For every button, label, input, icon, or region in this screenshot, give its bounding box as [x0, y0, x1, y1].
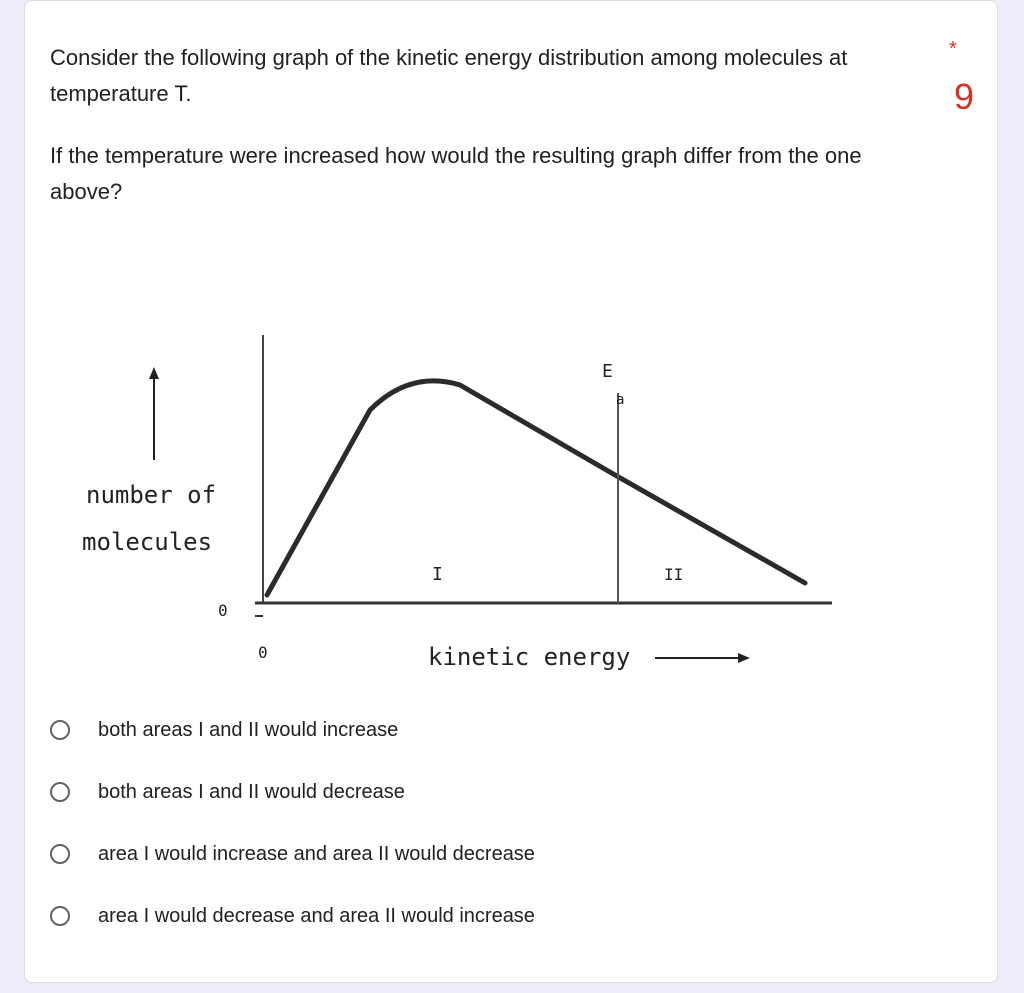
radio-button-icon[interactable]: [50, 844, 70, 864]
area-two-label: II: [664, 565, 684, 584]
radio-button-icon[interactable]: [50, 720, 70, 740]
option-label: area I would decrease and area II would increase: [98, 904, 535, 927]
area-one-label: I: [432, 564, 443, 585]
y-label-line2: molecules: [82, 528, 213, 556]
points-value: 9: [954, 76, 975, 117]
option-2[interactable]: [48, 774, 405, 810]
y-origin-label: 0: [218, 601, 228, 620]
option-1[interactable]: [48, 712, 398, 748]
required-marker: *: [949, 38, 957, 60]
question-subtitle: If the temperature were increased how would the resulting graph differ from the one above?: [50, 143, 862, 204]
option-3[interactable]: [48, 836, 535, 872]
energy-distribution-graph: [70, 325, 850, 695]
ea-letter: E: [602, 361, 613, 382]
x-label: kinetic energy: [428, 643, 631, 671]
y-label-line1: number of: [86, 481, 217, 509]
radio-button-icon[interactable]: [50, 906, 70, 926]
option-4[interactable]: [48, 898, 535, 934]
ea-subscript: a: [616, 392, 625, 408]
x-origin-label: 0: [258, 643, 268, 662]
option-label: area I would increase and area II would decrease: [98, 842, 535, 865]
y-arrow-head: [149, 367, 159, 379]
distribution-curve: [267, 381, 805, 595]
option-label: both areas I and II would decrease: [98, 780, 405, 803]
option-label: both areas I and II would increase: [98, 718, 399, 741]
x-arrow-head: [738, 653, 750, 663]
radio-button-icon[interactable]: [50, 782, 70, 802]
question-title: Consider the following graph of the kinetic energy distribution among molecules at temperature T.: [50, 45, 848, 106]
